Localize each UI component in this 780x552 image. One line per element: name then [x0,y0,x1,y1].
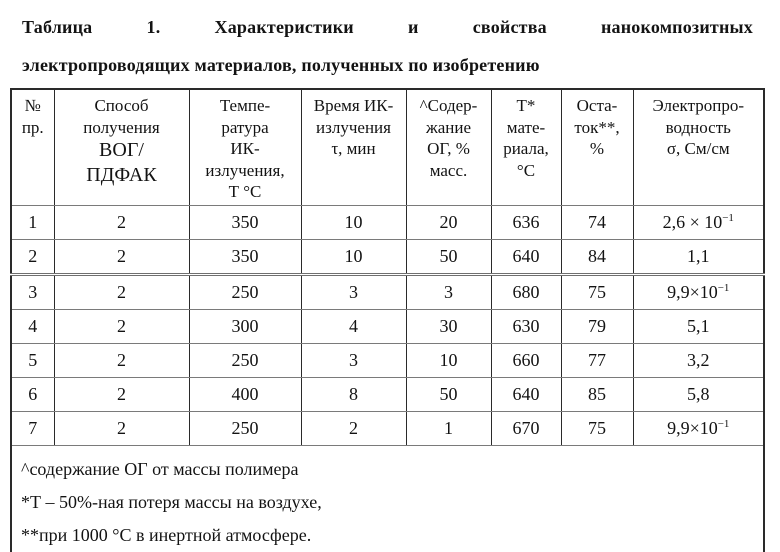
header-line: излучения, [205,160,285,180]
footnote: ^содержание ОГ от массы полимера [21,459,299,479]
header-line: ОГ, % [427,139,470,158]
column-header-preparation-method [54,89,189,206]
table-row [11,310,764,344]
table-cell: 3,2 [633,344,764,378]
table-cell: 640 [491,240,561,275]
materials-properties-table [10,88,765,552]
table-cell: 250 [189,412,301,446]
table-cell: 74 [561,206,633,240]
header-line: масс. [429,160,468,180]
column-header-material-temperature [491,89,561,206]
table-cell: 1 [11,206,54,240]
table-cell: 77 [561,344,633,378]
table-cell: 50 [406,378,491,412]
column-header-ir-time [301,89,406,206]
table-cell: 3 [301,275,406,310]
table-cell: 250 [189,275,301,310]
header-line: τ, мин [331,139,376,158]
caption-line-2: электропроводящих материалов, полученных по изобретению [22,55,540,75]
table-cell: 3 [301,344,406,378]
header-line: °С [516,160,536,180]
table-cell: 7 [11,412,54,446]
header-line: ^Содер- [419,96,478,115]
header-line: σ, См/см [666,139,730,158]
table-cell: 640 [491,378,561,412]
table-cell: 5,8 [633,378,764,412]
table-cell: 6 [11,378,54,412]
table-cell: 660 [491,344,561,378]
table-cell: 20 [406,206,491,240]
header-line: Оста- [576,96,618,115]
table-cell: 3 [11,275,54,310]
header-line: Темпе- [219,96,271,115]
header-line: Т °С [228,182,262,201]
column-header-go-content [406,89,491,206]
header-row [11,89,764,206]
table-cell: 1,1 [633,240,764,275]
table-cell: 2 [54,412,189,446]
table-cell: 2 [54,240,189,275]
footnotes-row [11,446,764,552]
column-header-ir-temperature [189,89,301,206]
footnote: **при 1000 °С в инертной атмосфере. [21,525,312,545]
table-cell: 10 [301,240,406,275]
table-cell: 50 [406,240,491,275]
column-header-residue [561,89,633,206]
column-header-conductivity [633,89,764,206]
header-line: излучения [316,117,391,137]
table-cell: 3 [406,275,491,310]
table-row [11,378,764,412]
table-cell: 350 [189,206,301,240]
header-line: ВОГ/ [99,139,144,161]
table-cell: 10 [406,344,491,378]
table-cell: 85 [561,378,633,412]
header-line: № [24,96,41,115]
table-row [11,206,764,240]
table-cell: 300 [189,310,301,344]
header-line: ИК- [230,139,260,158]
table-cell: 2 [54,344,189,378]
header-line: Электропро- [652,96,744,115]
table-cell: 4 [11,310,54,344]
footnotes-cell [11,446,764,552]
table-caption [22,8,753,84]
table-cell: $9,9\times 10^{-1}$ [633,275,764,310]
table-cell: 250 [189,344,301,378]
table-cell: 30 [406,310,491,344]
column-header-sample-number [11,89,54,206]
header-line: получения [83,117,160,137]
table-cell: 2 [54,275,189,310]
table-cell: 2 [11,240,54,275]
table-cell: 670 [491,412,561,446]
table-cell: 2 [54,378,189,412]
table-row [11,412,764,446]
header-line: Время ИК- [313,96,394,115]
exponent: −1 [717,418,730,430]
table-cell: 400 [189,378,301,412]
exponent: −1 [717,282,730,294]
header-line: Способ [94,96,149,115]
header-line: пр. [21,117,44,137]
table-row [11,344,764,378]
header-line: Т* [516,96,536,115]
table-cell: 350 [189,240,301,275]
table-cell: 8 [301,378,406,412]
table-cell: 2 [54,206,189,240]
table-cell: 1 [406,412,491,446]
table-cell: 4 [301,310,406,344]
table-cell: 636 [491,206,561,240]
header-line: риала, [503,139,549,158]
table-row [11,275,764,310]
header-line: жание [425,117,472,137]
table-cell: 5 [11,344,54,378]
table-body [11,206,764,446]
header-line: ПДФАК [86,164,157,186]
table-row [11,240,764,275]
table-cell: 84 [561,240,633,275]
table-cell: $9,9\times 10^{-1}$ [633,412,764,446]
table-cell: 2 [301,412,406,446]
table-cell: 2 [54,310,189,344]
table-cell: 75 [561,275,633,310]
table-cell: 10 [301,206,406,240]
table-cell: 79 [561,310,633,344]
table-cell: 630 [491,310,561,344]
caption-line-1: Таблица 1. Характеристики и свойства нанокомпозитных [22,17,753,37]
header-line: ратура [221,117,269,137]
header-line: % [589,139,605,158]
table-cell: 75 [561,412,633,446]
header-line: ток**, [574,117,620,137]
header-line: мате- [506,117,546,137]
footnote: *Т – 50%-ная потеря массы на воздухе, [21,492,322,512]
header-line: водность [665,117,731,137]
exponent: −1 [722,212,734,224]
table-cell: 5,1 [633,310,764,344]
table-cell: 680 [491,275,561,310]
table-cell: $2,6 \times 10^{-1}$ [633,206,764,240]
